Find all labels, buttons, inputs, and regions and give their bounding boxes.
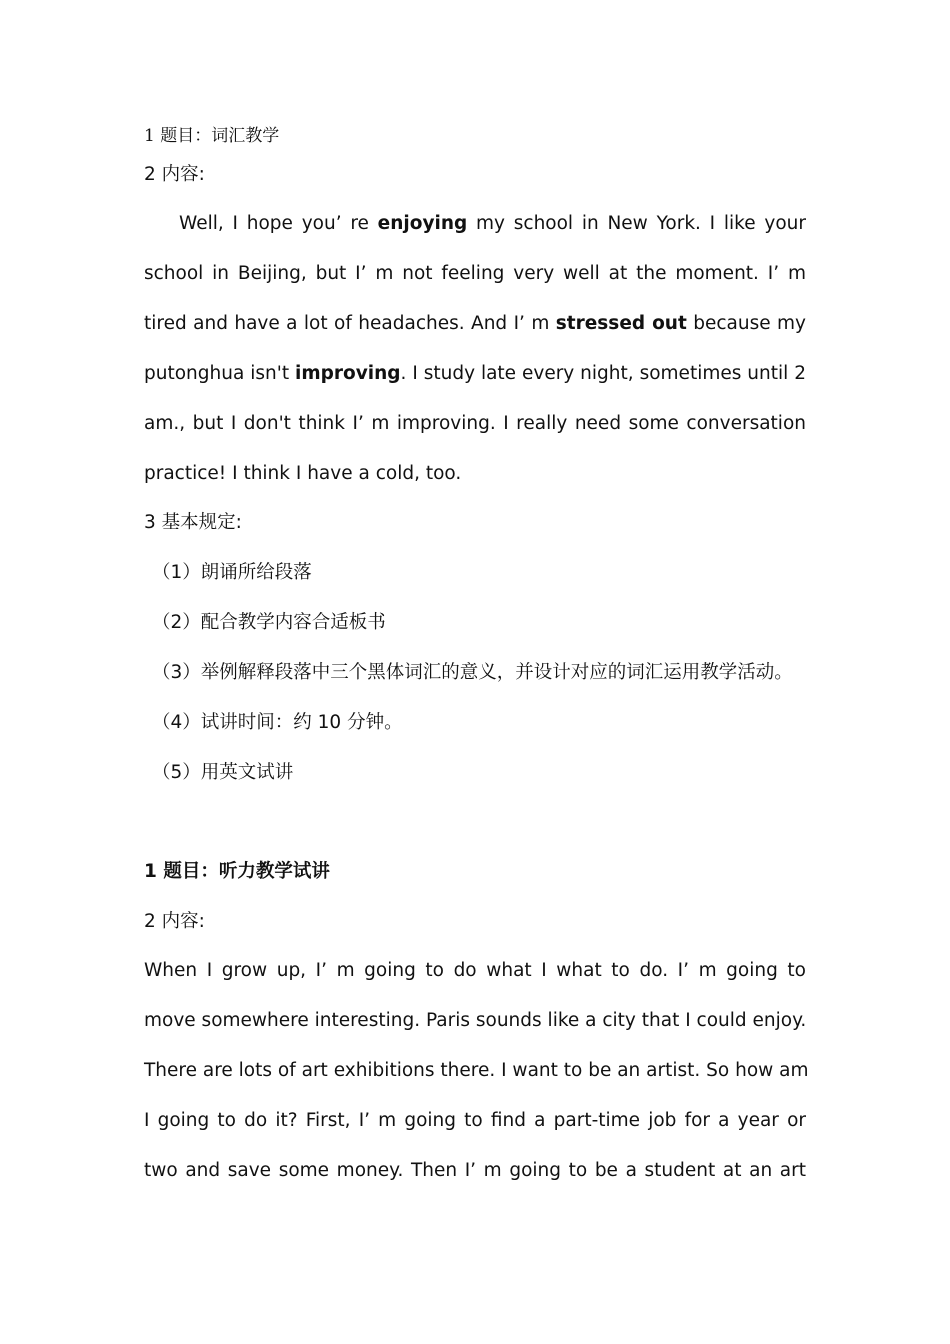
section1-content-label: 2 内容: bbox=[144, 164, 205, 185]
rule-item: （4）试讲时间：约 10 分钟。 bbox=[152, 712, 403, 733]
key-vocabulary-word: stressed out bbox=[555, 313, 687, 334]
section2-passage-line: There are lots of art exhibitions there. I want to be an artist. So how am bbox=[144, 1060, 809, 1081]
key-vocabulary-word: improving bbox=[295, 363, 401, 384]
section1-passage-line: am., but I don't think I’ m improving. I really need some conversation bbox=[144, 413, 806, 434]
section1-passage-line: tired and have a lot of headaches. And I’ m stressed out because my bbox=[144, 313, 806, 334]
section2-passage-line: I going to do it? First, I’ m going to find a part-time job for a year or bbox=[144, 1110, 806, 1131]
section2-passage-line: move somewhere interesting. Paris sounds like a city that I could enjoy. bbox=[144, 1010, 807, 1031]
rule-item: （3）举例解释段落中三个黑体词汇的意义，并设计对应的词汇运用教学活动。 bbox=[152, 662, 793, 683]
section2-passage-line: two and save some money. Then I’ m going to be a student at an art bbox=[144, 1160, 806, 1181]
section1-passage-line: Well, I hope you’ re enjoying my school in New York. I like your bbox=[144, 213, 806, 234]
section2-content-label: 2 内容: bbox=[144, 911, 205, 932]
rule-item: （5）用英文试讲 bbox=[152, 762, 294, 783]
section2-passage-line: When I grow up, I’ m going to do what I what to do. I’ m going to bbox=[144, 960, 806, 981]
section1-passage-line: putonghua isn't improving. I study late every night, sometimes until 2 bbox=[144, 363, 806, 384]
rule-item: （1）朗诵所给段落 bbox=[152, 562, 312, 583]
key-vocabulary-word: enjoying bbox=[377, 213, 468, 234]
section1-rules-label: 3 基本规定: bbox=[144, 512, 242, 533]
section1-passage-line: school in Beijing, but I’ m not feeling very well at the moment. I’ m bbox=[144, 263, 806, 284]
rule-item: （2）配合教学内容合适板书 bbox=[152, 612, 386, 633]
section2-title: 1 题目：听力教学试讲 bbox=[144, 861, 330, 882]
section1-title: 1 题目：词汇教学 bbox=[144, 126, 280, 146]
section1-passage-line: practice! I think I have a cold, too. bbox=[144, 463, 462, 484]
